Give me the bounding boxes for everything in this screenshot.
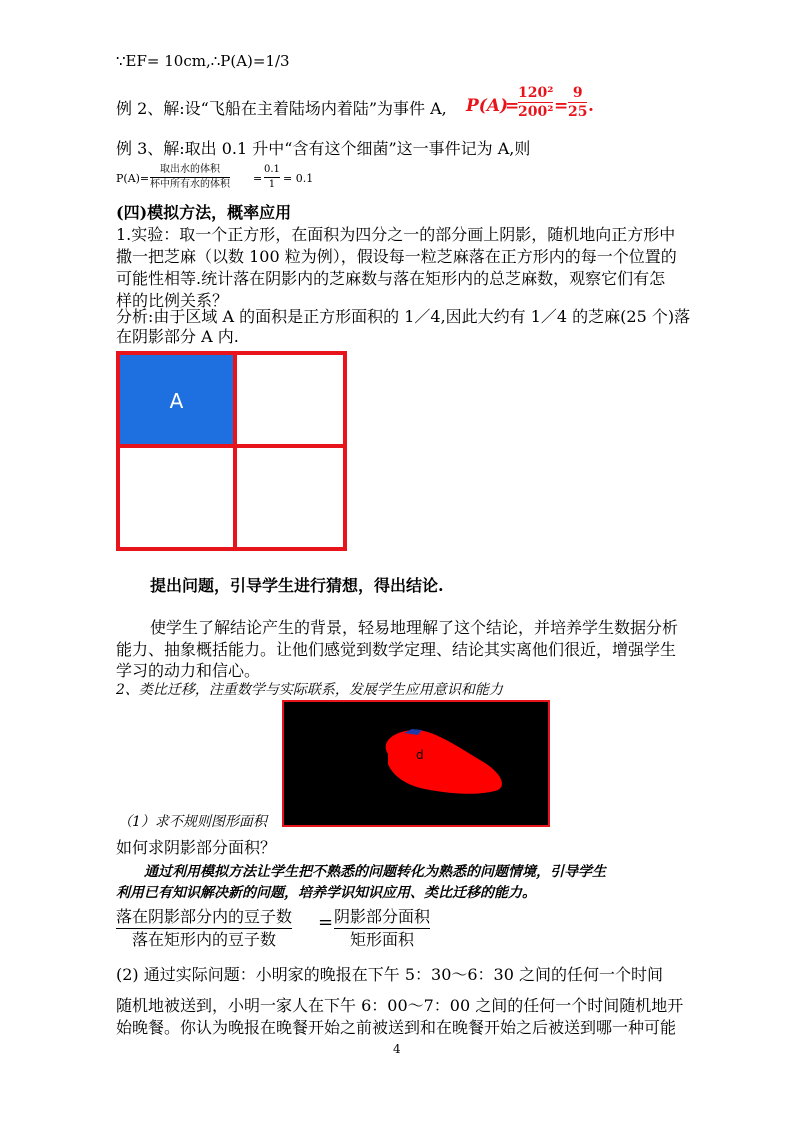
question-1-label: （1）求不规则图形面积 <box>118 814 267 830</box>
fraction-denominator: 落在矩形内的豆子数 <box>132 930 277 949</box>
example-3-fraction-1 <box>150 163 230 192</box>
paragraph-line: 使学生了解结论产生的背景，轻易地理解了这个结论，并培养学生数据分析 <box>150 618 679 637</box>
ratio-fraction-left <box>116 906 292 951</box>
fraction-denominator: 25 <box>568 104 588 120</box>
analysis-line: 在阴影部分 A 内. <box>116 327 239 346</box>
example-2-lhs: P(A) <box>466 96 509 116</box>
fraction-denominator: 200² <box>518 104 554 120</box>
shaded-region-a <box>116 351 237 448</box>
blob-label: d <box>416 748 424 762</box>
bold-conclusion: 提出问题，引导学生进行猜想，得出结论. <box>150 576 444 595</box>
fraction-numerator: 9 <box>572 85 583 101</box>
fraction-numerator: 取出水的体积 <box>160 164 220 175</box>
experiment-line: 1.实验：取一个正方形，在面积为四分之一的部分画上阴影，随机地向正方形中 <box>116 225 676 244</box>
fraction-numerator: 0.1 <box>264 164 280 175</box>
example-3-text: 例 3、解:取出 0.1 升中“含有这个细菌”这一事件记为 A,则 <box>116 139 531 158</box>
example-2-text: 例 2、解:设“飞船在主着陆场内着陆”为事件 A, <box>116 99 447 118</box>
question-2-line: 随机地被送到，小明一家人在下午 6：00～7：00 之间的任何一个时间随机地开 <box>116 996 684 1015</box>
question-1-prompt: 如何求阴影部分面积？ <box>116 838 277 857</box>
fraction-denominator: 杯中所有水的体积 <box>150 179 230 190</box>
analogy-line: 2、类比迁移，注重数学与实际联系，发展学生应用意识和能力 <box>116 682 503 698</box>
example-2-period: . <box>588 96 594 116</box>
page-number: 4 <box>393 1042 401 1056</box>
question-2-line: (2) 通过实际问题：小明家的晚报在下午 5：30～6：30 之间的任何一个时间 <box>116 965 664 984</box>
fraction-denominator: 1 <box>268 179 276 190</box>
grid-cell-bottom-right <box>233 444 347 551</box>
paragraph-line: 能力、抽象概括能力。让他们感觉到数学定理、结论其实离他们很近，增强学生 <box>116 640 677 659</box>
irregular-shape-figure <box>282 700 550 827</box>
italic-explanation-line: 通过利用模拟方法让学生把不熟悉的问题转化为熟悉的问题情境，引导学生 <box>144 864 606 880</box>
fraction-numerator: 阴影部分面积 <box>334 907 431 926</box>
fraction-numerator: 120² <box>518 85 554 101</box>
example-2-fraction-2 <box>568 84 587 121</box>
fraction-numerator: 落在阴影部分内的豆子数 <box>116 907 293 926</box>
ratio-equals: = <box>318 912 334 933</box>
region-a-label: A <box>169 389 184 413</box>
section-heading: (四)模拟方法，概率应用 <box>116 203 292 222</box>
example-3-lhs: P(A)= <box>116 172 150 185</box>
example-3-result: = 0.1 <box>283 172 314 185</box>
conclusion-line: ∵EF= 10cm,∴P(A)=1/3 <box>116 52 290 70</box>
experiment-line: 样的比例关系？ <box>116 291 229 310</box>
example-2-fraction-1 <box>518 84 553 121</box>
ratio-fraction-right <box>334 906 430 951</box>
grid-cell-bottom-left <box>116 444 237 551</box>
analysis-line: 分析:由于区域 A 的面积是正方形面积的 1／4,因此大约有 1／4 的芝麻(25 个)落 <box>116 307 691 326</box>
fraction-denominator: 矩形面积 <box>350 930 415 949</box>
experiment-line: 可能性相等.统计落在阴影内的芝麻数与落在矩形内的总芝麻数，观察它们有怎 <box>116 269 666 288</box>
example-3-fraction-2 <box>264 163 280 192</box>
question-2-line: 始晚餐。你认为晚报在晚餐开始之前被送到和在晚餐开始之后被送到哪一种可能 <box>116 1018 677 1037</box>
example-2-equals-2: = <box>554 96 569 116</box>
italic-explanation-line: 利用已有知识解决新的问题，培养学识知识应用、类比迁移的能力。 <box>116 885 536 901</box>
example-2-equals: = <box>505 96 520 116</box>
example-3-equals: = <box>253 172 263 185</box>
grid-cell-top-right <box>233 351 347 448</box>
red-blob-shape <box>284 702 548 825</box>
experiment-line: 撒一把芝麻（以数 100 粒为例），假设每一粒芝麻落在正方形内的每一个位置的 <box>116 247 677 266</box>
paragraph-line: 学习的动力和信心。 <box>116 661 261 680</box>
